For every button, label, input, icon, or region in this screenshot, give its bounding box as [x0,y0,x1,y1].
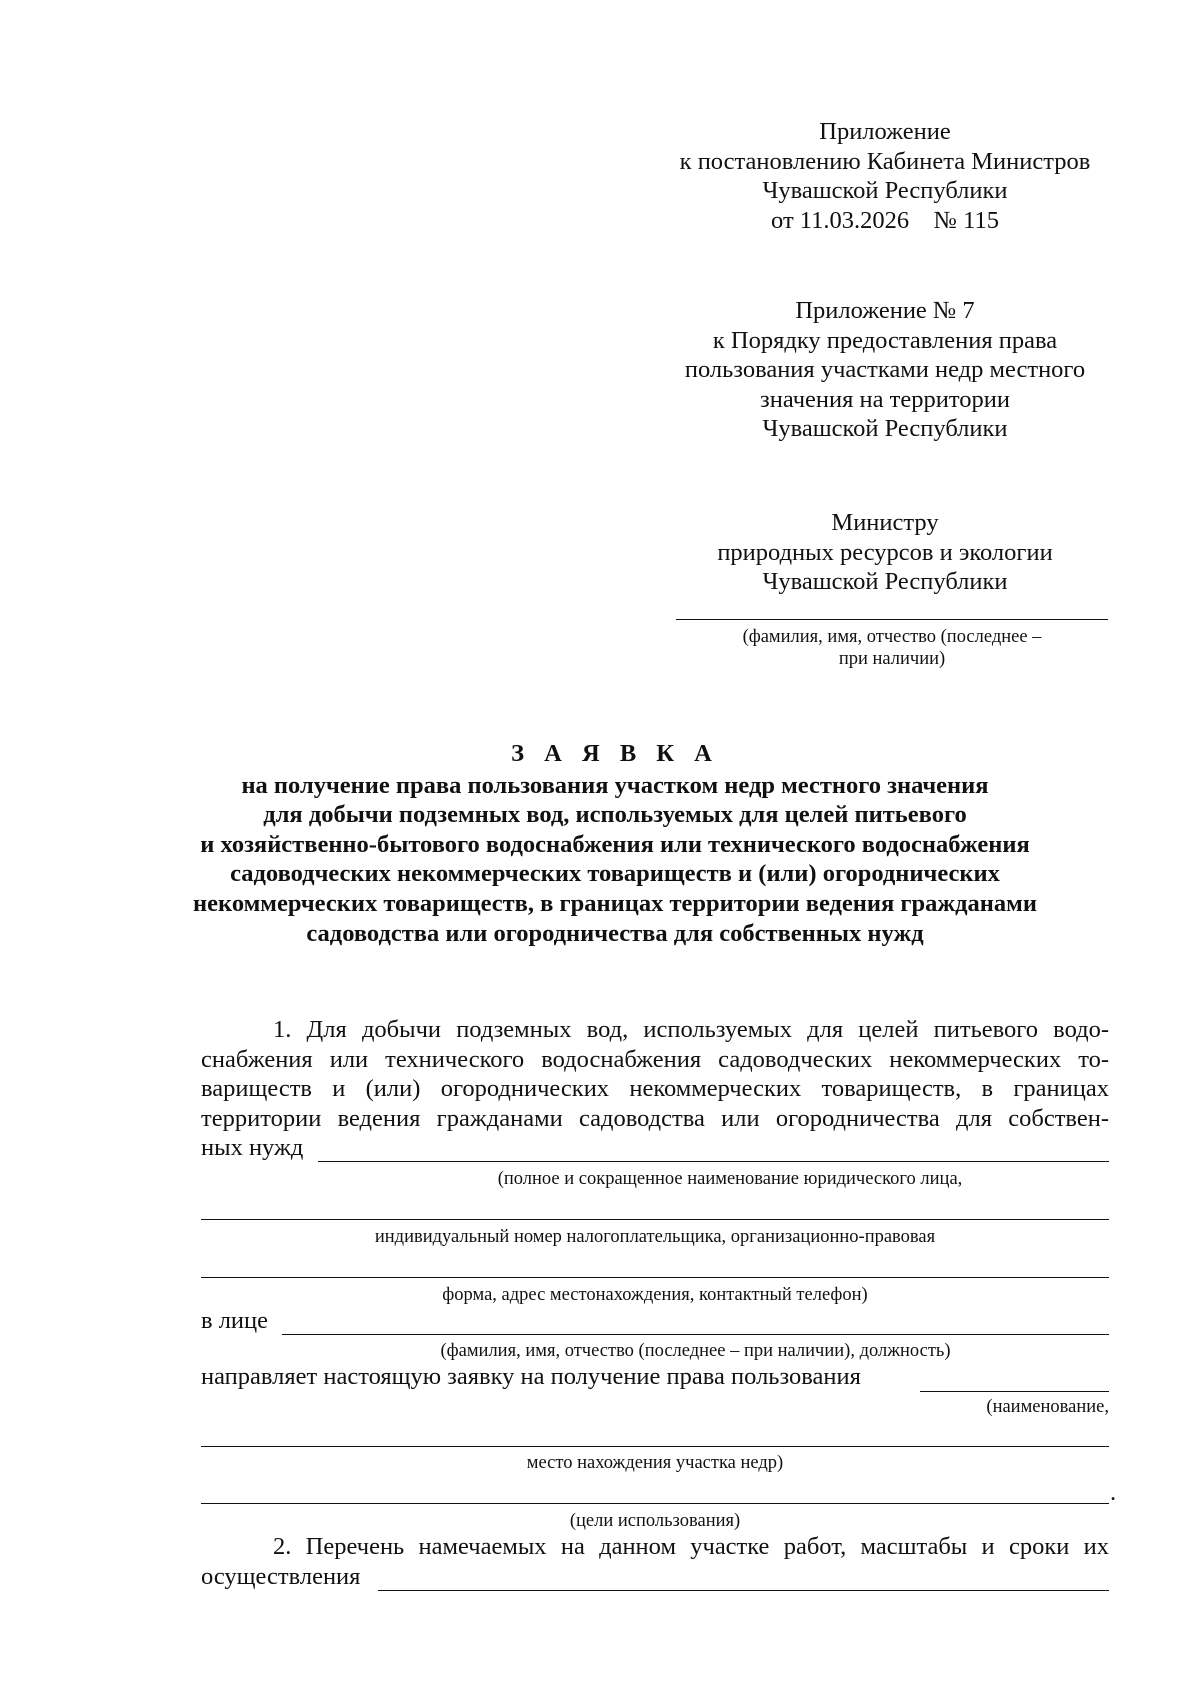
appendix7-line: значения на территории [760,385,1010,413]
period-mark: . [1110,1479,1117,1506]
appendix-line: к постановлению Кабинета Министров [679,147,1091,175]
application-heading: З А Я В К А [511,740,719,767]
addressee-line: Чувашской Республики [762,568,1008,596]
legal-entity-caption3: форма, адрес местонахождения, контактный телефон) [442,1285,868,1305]
title-line: некоммерческих товариществ, в границах территории ведения гражданами [193,889,1037,917]
subsoil-location-field[interactable] [201,1446,1109,1447]
addressee-caption-line: (фамилия, имя, отчество (последнее – [742,627,1042,647]
in-person-label: в лице [201,1307,269,1334]
section1-line: 1. Для добычи подземных вод, используемых для целей питьевого водо- [273,1016,1109,1043]
directs-application-text: направляет настоящую заявку на получение права пользования [201,1363,861,1390]
title-line: для добычи подземных вод, используемых для целей питьевого [263,801,967,829]
representative-field[interactable] [282,1334,1109,1335]
usage-purpose-caption: (цели использования) [569,1511,741,1531]
appendix7-line: к Порядку предоставления права [712,326,1058,354]
subsoil-location-caption: место нахождения участка недр) [526,1453,784,1473]
representative-caption: (фамилия, имя, отчество (последнее – при наличии), должность) [440,1341,951,1361]
section1-line: снабжения или технического водоснабжения садоводческих некоммерческих то- [201,1045,1109,1073]
appendix-date-number: от 11.03.2026 № 115 [771,206,999,234]
section1-line: территории ведения гражданами садоводства или огородничества для собствен- [201,1104,1109,1132]
section2-implementation-label: осуществления [201,1563,361,1590]
appendix-line: Приложение [819,118,951,145]
appendix-line: Чувашской Республики [762,177,1008,205]
addressee-caption-line: при наличии) [838,649,946,669]
legal-entity-field[interactable] [318,1161,1109,1162]
legal-entity-caption: (полное и сокращенное наименование юридического лица, [497,1169,963,1189]
section1-paragraph [201,1015,1109,1133]
appendix-block [650,117,1120,235]
title-line: садоводства или огородничества для собственных нужд [306,919,924,947]
appendix7-line: Чувашской Республики [762,415,1008,443]
title-line: на получение права пользования участком недр местного значения [241,771,989,799]
legal-entity-caption2: индивидуальный номер налогоплательщика, организационно-правовая [374,1227,936,1247]
section1-line: вариществ и (или) огороднических некоммерческих товариществ, в границах [201,1075,1109,1103]
title-line: и хозяйственно-бытового водоснабжения или технического водоснабжения [200,830,1030,858]
addressee-line: природных ресурсов и экологии [717,538,1053,566]
appendix7-line: пользования участками недр местного [684,356,1086,384]
legal-entity-field-line3[interactable] [201,1277,1109,1278]
addressee-caption [650,626,1134,670]
legal-entity-field-line2[interactable] [201,1219,1109,1220]
works-list-field[interactable] [378,1590,1109,1591]
section2-paragraph [201,1532,1109,1562]
title-line: садоводческих некоммерческих товариществ и (или) огороднических [230,860,1000,888]
addressee-line: Министру [831,509,939,536]
addressee-block [650,508,1120,597]
subsoil-name-field[interactable] [920,1391,1109,1392]
application-title [160,739,1070,948]
appendix7-line: Приложение № 7 [795,297,975,324]
needs-label: ных нужд [201,1134,304,1161]
usage-purpose-field[interactable] [201,1503,1109,1504]
section2-line: 2. Перечень намечаемых на данном участке работ, масштабы и сроки их [273,1533,1109,1560]
appendix7-block [650,296,1120,444]
addressee-name-field[interactable] [676,619,1108,620]
subsoil-name-caption: (наименование, [986,1397,1109,1417]
